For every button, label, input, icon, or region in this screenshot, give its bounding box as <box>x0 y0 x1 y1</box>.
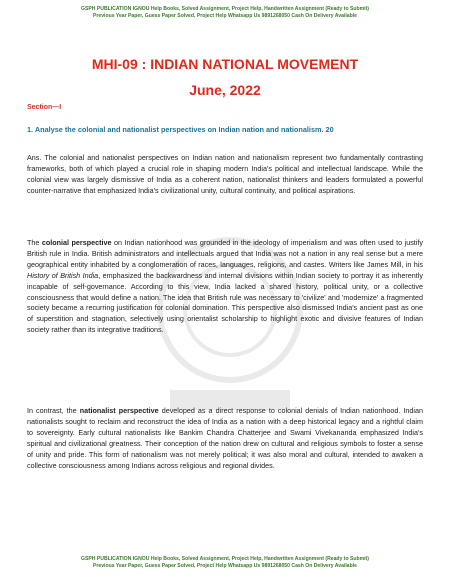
paragraph-3 <box>27 406 423 471</box>
footer-line-1: GSPH PUBLICATION IGNOU Help Books, Solved Assignment, Project Help, Handwritten Assignment (Ready to Submit) <box>81 556 369 562</box>
paragraph-1: Ans. The colonial and nationalist perspectives on Indian nation and nationalism represent two fundamentally contrasting frameworks, both of which played a crucial role in shaping modern India's political and intellectual landscape. While the colonial view was largely dismissive of India as a coherent nation, nationalist thinkers and leaders formulated a powerful counter-narrative that emphasized India's civilizational unity, cultural continuity, and political aspirations. <box>27 153 423 195</box>
header-line-1: GSPH PUBLICATION IGNOU Help Books, Solved Assignment, Project Help, Handwritten Assignment (Ready to Submit) <box>81 6 369 12</box>
document-title: MHI-09 : INDIAN NATIONAL MOVEMENT <box>91 56 359 72</box>
footer-banner <box>20 556 430 570</box>
header-banner <box>20 6 430 20</box>
paragraph-2-text-c: , emphasized the backwardness and internal divisions within Indian society to portray it as inherently incapable of self-governance. According to this view, India lacked a shared history, political unity, or a collective consciousness that would define a nation. The idea that British rule was necessary to 'civilize' and 'modernize' a fragmented society became a recurring justification for colonial domination. This perspective also dismissed India's ancient past as one of superstition and stagnation, selectively using orientalist scholarship to highlight exotic and divisive features of Indian society rather than its integrative traditions. <box>27 270 423 335</box>
paragraph-2 <box>27 238 423 336</box>
paragraph-3-text-a: In contrast, the <box>27 406 80 415</box>
document-date: June, 2022 <box>189 82 261 98</box>
footer-line-2: Previous Year Paper, Guess Paper Solved, Project Help Whatsapp Us 9891268050 Cash On Delivery Available <box>93 563 357 569</box>
header-line-2: Previous Year Paper, Guess Paper Solved, Project Help Whatsapp Us 9891268050 Cash On Delivery Available <box>93 13 357 19</box>
paragraph-2-bold: colonial perspective <box>41 238 112 247</box>
section-heading: Section—I <box>27 104 62 111</box>
question-text: 1. Analyse the colonial and nationalist perspectives on Indian nation and nationalism. 20 <box>27 125 334 134</box>
paragraph-2-text-a: The <box>27 238 42 247</box>
paragraph-3-text-b: developed as a direct response to colonial denials of Indian nationhood. Indian nationalists sought to reclaim and reconstruct the idea of India as a nation with a deep historical legacy and a rightful claim to sovereignty. Early cultural nationalists like Bankim Chandra Chatterjee and Swami Vivekananda emphasized India's spiritual and civilizational greatness. Their conception of the nation drew on cultural and religious symbols to foster a sense of unity and pride. This form of nationalism was not merely political; it was also moral and cultural, intended to awaken a collective consciousness among Indians across religious and regional divides. <box>27 406 424 470</box>
paragraph-3-bold: nationalist perspective <box>79 406 159 415</box>
paragraph-2-italic: History of British India <box>27 270 99 280</box>
paragraph-2-text-b: on Indian nationhood was grounded in the ideology of imperialism and was often used to justify British rule in India. British administrators and intellectuals argued that India was not a nation in any real sense but a mere geographical entity inhabited by a conglomeration of races, languages, religions, and castes. Writers like James Mill, in his <box>27 238 423 269</box>
